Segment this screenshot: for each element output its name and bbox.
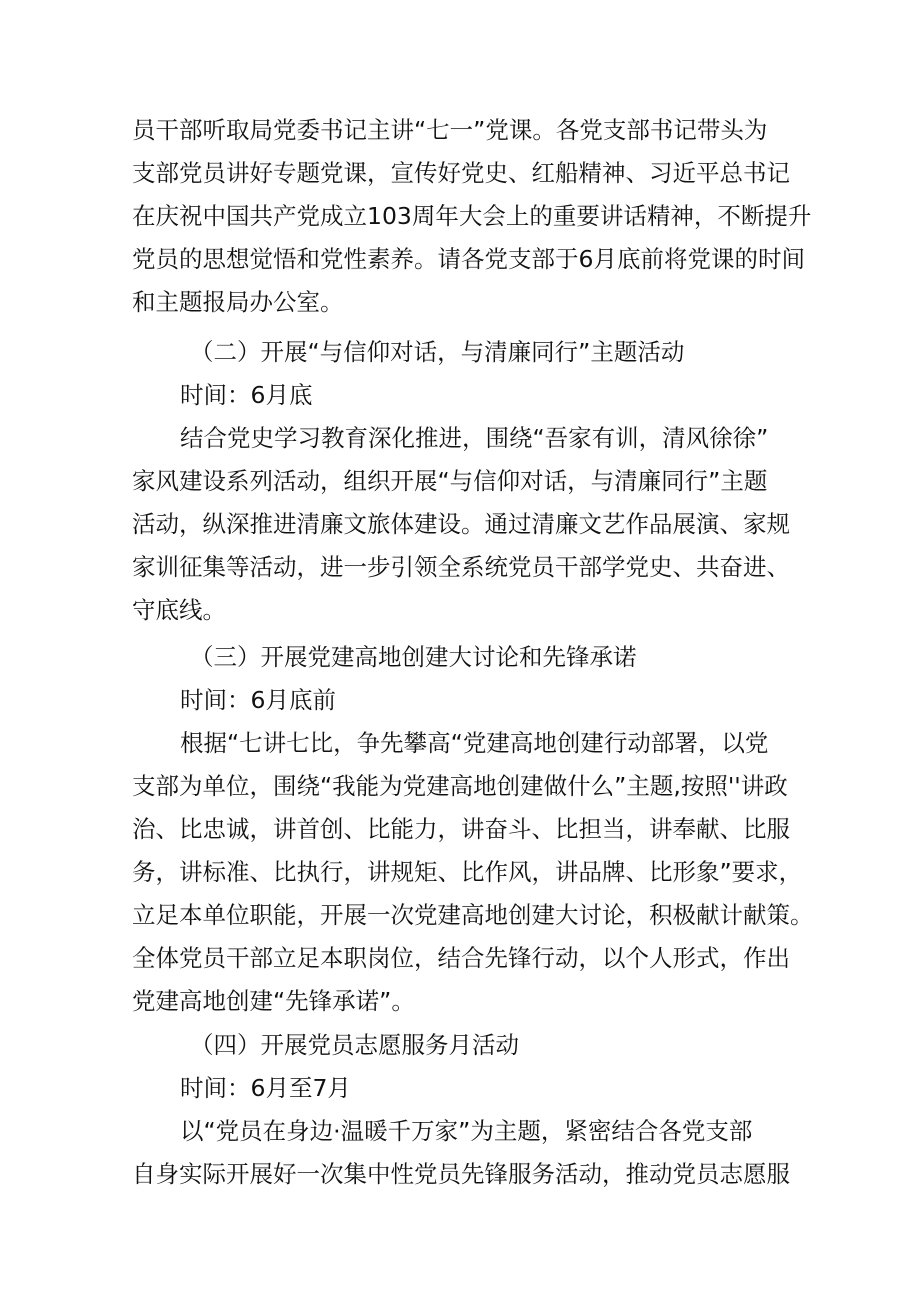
body-text-line: 治、比忠诚，讲首创、比能力，讲奋斗、比担当，讲奉献、比服	[132, 815, 790, 843]
section-time-3: 时间：6月底前	[180, 686, 336, 714]
section-heading-3: （三）开展党建高地创建大讨论和先锋承诺	[190, 643, 637, 671]
body-text-line: 以“党员在身边·温暖千万家”为主题，紧密结合各党支部	[180, 1117, 753, 1145]
body-text-line: 自身实际开展好一次集中性党员先锋服务活动，推动党员志愿服	[132, 1160, 790, 1188]
body-text-line: 支部党员讲好专题党课，宣传好党史、红船精神、习近平总书记	[132, 159, 790, 187]
body-text-line: 和主题报局办公室。	[132, 288, 344, 316]
body-text-line: 结合党史学习教育深化推进，围绕“吾家有训，清风徐徐”	[180, 424, 769, 452]
body-text-line: 务，讲标准、比执行，讲规矩、比作风，讲品牌、比形象”要求，	[132, 858, 803, 886]
body-text-line: 员干部听取局党委书记主讲“七一”党课。各党支部书记带头为	[132, 116, 768, 144]
body-text-line: 根据“七讲七比，争先攀高“党建高地创建行动部署，以党	[180, 729, 769, 757]
body-text-line: 在庆祝中国共产党成立103周年大会上的重要讲话精神，不断提升	[132, 202, 812, 230]
body-text-line: 家风建设系列活动，组织开展“与信仰对话，与清廉同行”主题	[132, 467, 768, 495]
body-text-line: 全体党员干部立足本职岗位，结合先锋行动，以个人形式，作出	[132, 944, 790, 972]
section-heading-4: （四）开展党员志愿服务月活动	[190, 1031, 519, 1059]
body-text-line: 支部为单位，围绕“我能为党建高地创建做什么”主题,按照''讲政	[132, 772, 788, 800]
body-text-line: 活动，纵深推进清廉文旅体建设。通过清廉文艺作品展演、家规	[132, 510, 790, 538]
section-time-2: 时间：6月底	[180, 381, 313, 409]
body-text-line: 守底线。	[132, 596, 226, 624]
section-time-4: 时间：6月至7月	[180, 1074, 351, 1102]
section-heading-2: （二）开展“与信仰对话，与清廉同行”主题活动	[190, 338, 685, 366]
body-text-line: 立足本单位职能，开展一次党建高地创建大讨论，积极献计献策。	[132, 901, 814, 929]
body-text-line: 家训征集等活动，进一步引领全系统党员干部学党史、共奋进、	[132, 553, 790, 581]
body-text-line: 党建高地创建“先锋承诺”。	[132, 987, 415, 1015]
body-text-line: 党员的思想觉悟和党性素养。请各党支部于6月底前将党课的时间	[132, 245, 805, 273]
